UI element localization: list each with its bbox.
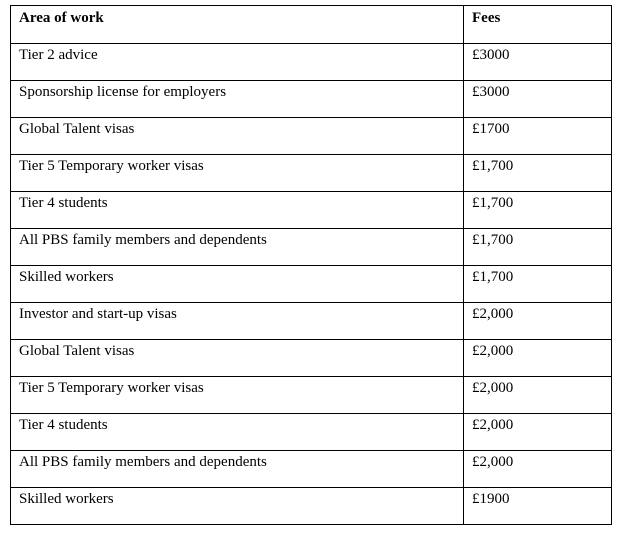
header-area-of-work: Area of work bbox=[11, 6, 464, 44]
fee-cell: £3000 bbox=[464, 81, 612, 118]
work-cell: Skilled workers bbox=[11, 488, 464, 525]
work-cell: Global Talent visas bbox=[11, 340, 464, 377]
table-row bbox=[11, 340, 612, 377]
table-row bbox=[11, 118, 612, 155]
fee-cell: £2,000 bbox=[464, 303, 612, 340]
table-row bbox=[11, 377, 612, 414]
table-row bbox=[11, 155, 612, 192]
table-row bbox=[11, 192, 612, 229]
work-cell: Tier 4 students bbox=[11, 414, 464, 451]
fee-cell: £2,000 bbox=[464, 377, 612, 414]
fee-cell: £2,000 bbox=[464, 340, 612, 377]
fee-cell: £1700 bbox=[464, 118, 612, 155]
fee-cell: £3000 bbox=[464, 44, 612, 81]
fee-cell: £1,700 bbox=[464, 229, 612, 266]
work-cell: All PBS family members and dependents bbox=[11, 229, 464, 266]
work-cell: Global Talent visas bbox=[11, 118, 464, 155]
work-cell: Tier 2 advice bbox=[11, 44, 464, 81]
work-cell: Investor and start-up visas bbox=[11, 303, 464, 340]
table-row bbox=[11, 229, 612, 266]
header-fees: Fees bbox=[464, 6, 612, 44]
table-row bbox=[11, 266, 612, 303]
fee-cell: £2,000 bbox=[464, 451, 612, 488]
work-cell: Sponsorship license for employers bbox=[11, 81, 464, 118]
fee-cell: £2,000 bbox=[464, 414, 612, 451]
table-row bbox=[11, 488, 612, 525]
fees-table-body bbox=[11, 6, 612, 525]
table-row bbox=[11, 81, 612, 118]
table-row bbox=[11, 414, 612, 451]
work-cell: Tier 5 Temporary worker visas bbox=[11, 155, 464, 192]
table-row bbox=[11, 303, 612, 340]
work-cell: All PBS family members and dependents bbox=[11, 451, 464, 488]
fees-table bbox=[10, 5, 612, 525]
fee-cell: £1,700 bbox=[464, 266, 612, 303]
table-row bbox=[11, 451, 612, 488]
table-row bbox=[11, 44, 612, 81]
fee-cell: £1,700 bbox=[464, 155, 612, 192]
work-cell: Tier 5 Temporary worker visas bbox=[11, 377, 464, 414]
fee-cell: £1,700 bbox=[464, 192, 612, 229]
fee-cell: £1900 bbox=[464, 488, 612, 525]
work-cell: Tier 4 students bbox=[11, 192, 464, 229]
table-header-row bbox=[11, 6, 612, 44]
work-cell: Skilled workers bbox=[11, 266, 464, 303]
